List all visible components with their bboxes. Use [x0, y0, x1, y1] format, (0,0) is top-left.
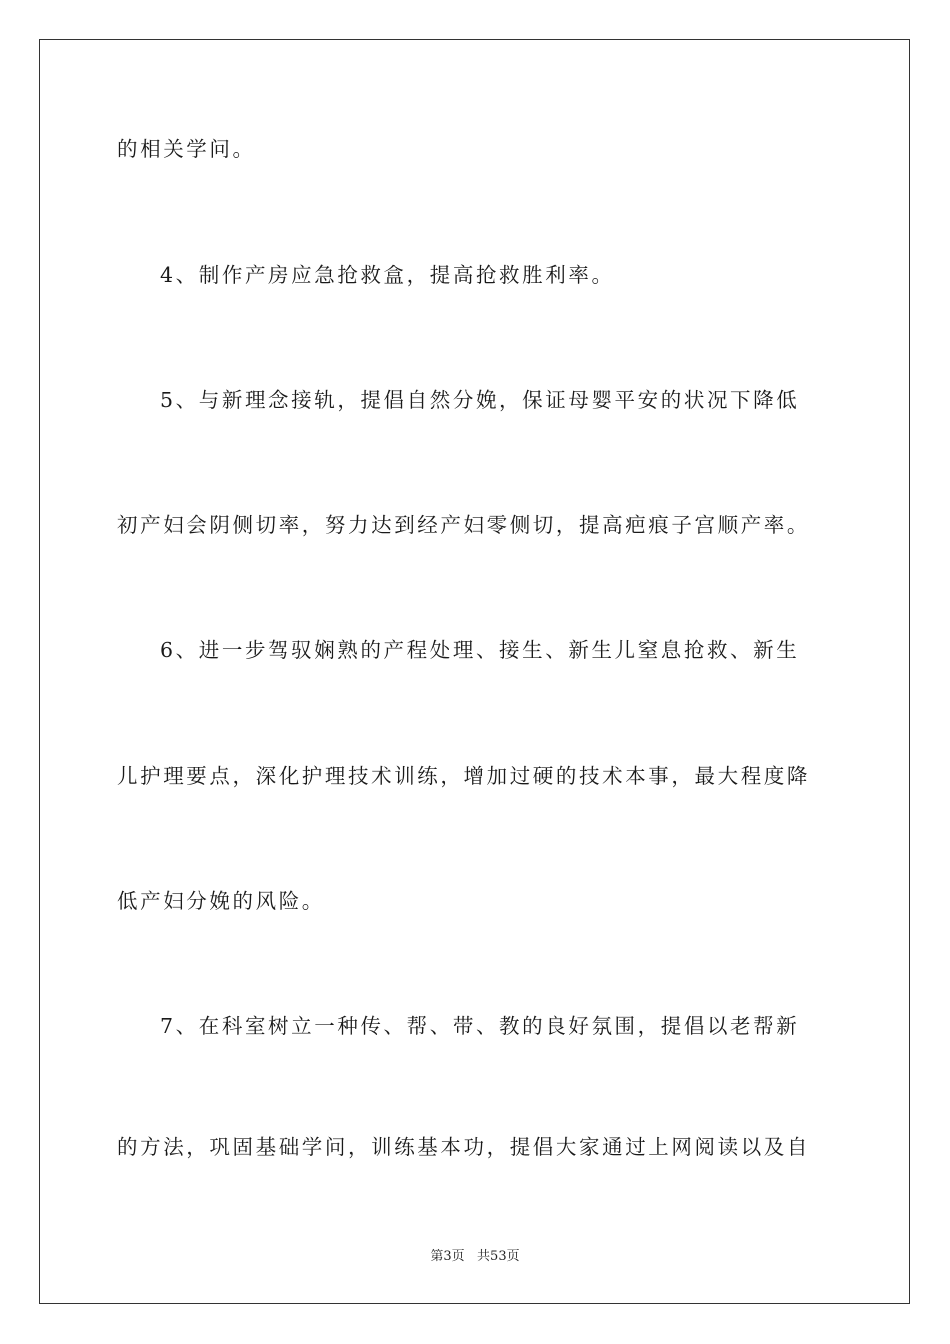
page-footer: 第3页 共53页 — [430, 1249, 520, 1264]
page-border — [39, 39, 910, 1304]
text-line-6: 儿护理要点，深化护理技术训练，增加过硬的技术本事，最大程度降 — [117, 764, 810, 788]
text-line-5: 6、进一步驾驭娴熟的产程处理、接生、新生儿窒息抢救、新生 — [160, 638, 800, 662]
text-line-7: 低产妇分娩的风险。 — [117, 889, 325, 913]
text-line-1: 的相关学问。 — [117, 137, 256, 161]
text-line-4: 初产妇会阴侧切率，努力达到经产妇零侧切，提高疤痕子宫顺产率。 — [117, 513, 810, 537]
text-line-9: 的方法，巩固基础学问，训练基本功，提倡大家通过上网阅读以及自 — [117, 1135, 810, 1159]
text-line-8: 7、在科室树立一种传、帮、带、教的良好氛围，提倡以老帮新 — [160, 1014, 800, 1038]
text-line-3: 5、与新理念接轨，提倡自然分娩，保证母婴平安的状况下降低 — [160, 388, 800, 412]
text-line-2: 4、制作产房应急抢救盒，提高抢救胜利率。 — [160, 263, 615, 287]
